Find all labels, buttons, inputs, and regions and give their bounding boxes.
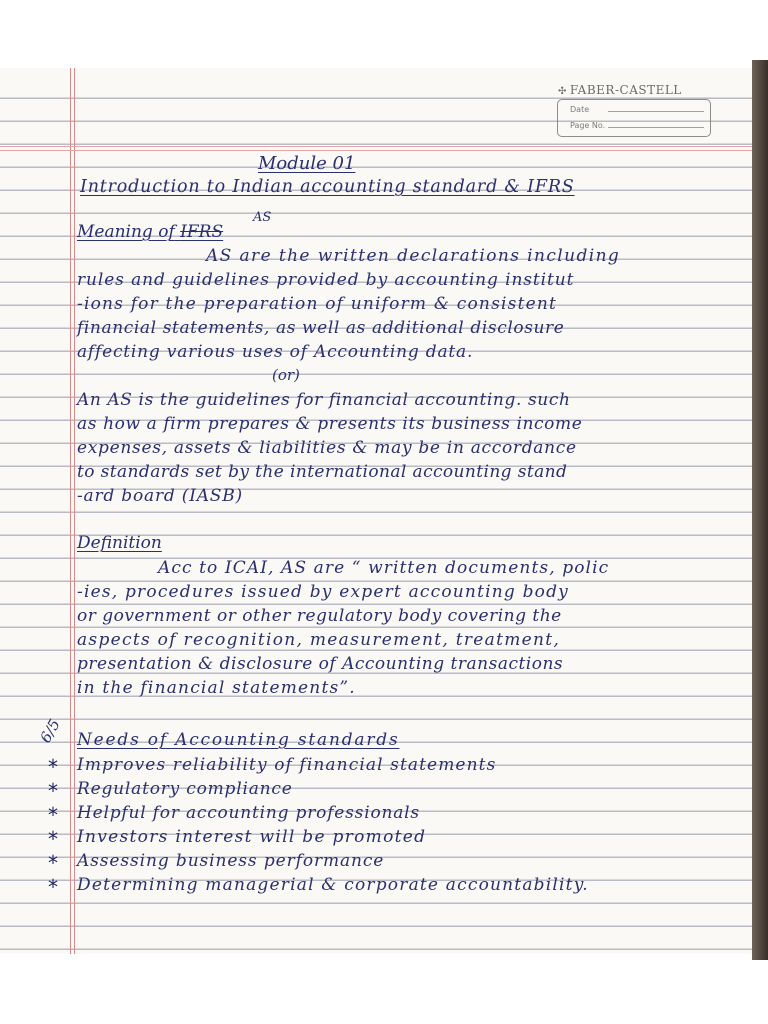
page-heading: Introduction to Indian accounting standard & IFRS bbox=[80, 177, 575, 197]
page-edge-shadow bbox=[752, 60, 768, 960]
bullet-3: * bbox=[48, 803, 58, 827]
meaning-label: Meaning of bbox=[77, 222, 175, 242]
definition-heading: Definition bbox=[77, 533, 162, 553]
brand-name: FABER-CASTELL bbox=[569, 83, 682, 97]
bullet-1: * bbox=[48, 755, 58, 779]
definition-line-1: Acc to ICAI, AS are “ written documents, polic bbox=[158, 558, 610, 578]
page-number-note: 6/5 bbox=[36, 716, 64, 746]
bullet-6: * bbox=[48, 875, 58, 899]
module-title: Module 01 bbox=[258, 153, 356, 174]
alt-line-2: as how a firm prepares & presents its business income bbox=[77, 414, 583, 434]
inserted-as: AS bbox=[253, 210, 272, 225]
meaning-line-3: -ions for the preparation of uniform & consistent bbox=[77, 294, 558, 314]
date-label: Date bbox=[570, 105, 590, 114]
bullet-5: * bbox=[48, 851, 58, 875]
brand-mark-icon: ✣ bbox=[558, 86, 567, 97]
needs-item-6: Determining managerial & corporate accountability. bbox=[77, 875, 589, 895]
or-separator: (or) bbox=[272, 366, 300, 384]
page-no-field bbox=[570, 121, 605, 130]
needs-item-1: Improves reliability of financial statements bbox=[77, 755, 497, 775]
meaning-line-5: affecting various uses of Accounting data. bbox=[77, 342, 474, 362]
definition-line-5: presentation & disclosure of Accounting transactions bbox=[77, 654, 564, 674]
page-no-label: Page No. bbox=[570, 121, 606, 130]
needs-item-4: Investors interest will be promoted bbox=[77, 827, 427, 847]
meaning-line-1: AS are the written declarations including bbox=[206, 246, 621, 266]
meaning-heading bbox=[77, 222, 223, 242]
needs-item-3: Helpful for accounting professionals bbox=[77, 803, 420, 823]
definition-line-6: in the financial statements”. bbox=[77, 678, 356, 698]
definition-line-4: aspects of recognition, measurement, treatment, bbox=[77, 630, 561, 650]
bullet-4: * bbox=[48, 827, 58, 851]
meaning-line-2: rules and guidelines provided by accounting institut bbox=[77, 270, 575, 290]
header-line-bottom bbox=[0, 150, 752, 151]
needs-heading: Needs of Accounting standards bbox=[77, 730, 400, 750]
bullet-2: * bbox=[48, 779, 58, 803]
definition-line-3: or government or other regulatory body covering the bbox=[77, 606, 562, 626]
needs-item-2: Regulatory compliance bbox=[77, 779, 293, 799]
needs-item-5: Assessing business performance bbox=[77, 851, 385, 871]
definition-line-2: -ies, procedures issued by expert accounting body bbox=[77, 582, 569, 602]
meaning-line-4: financial statements, as well as additional disclosure bbox=[77, 318, 565, 338]
margin-line-outer bbox=[70, 68, 71, 954]
date-field bbox=[570, 105, 589, 114]
alt-line-4: to standards set by the international accounting stand bbox=[77, 462, 568, 482]
margin-line-inner bbox=[74, 68, 75, 954]
header-line-top bbox=[0, 146, 752, 147]
alt-line-5: -ard board (IASB) bbox=[77, 486, 243, 506]
date-page-box bbox=[557, 99, 711, 137]
alt-line-1: An AS is the guidelines for financial accounting. such bbox=[77, 390, 571, 410]
brand-logo bbox=[558, 83, 682, 97]
struck-ifrs: IFRS bbox=[180, 222, 224, 242]
alt-line-3: expenses, assets & liabilities & may be in accordance bbox=[77, 438, 577, 458]
